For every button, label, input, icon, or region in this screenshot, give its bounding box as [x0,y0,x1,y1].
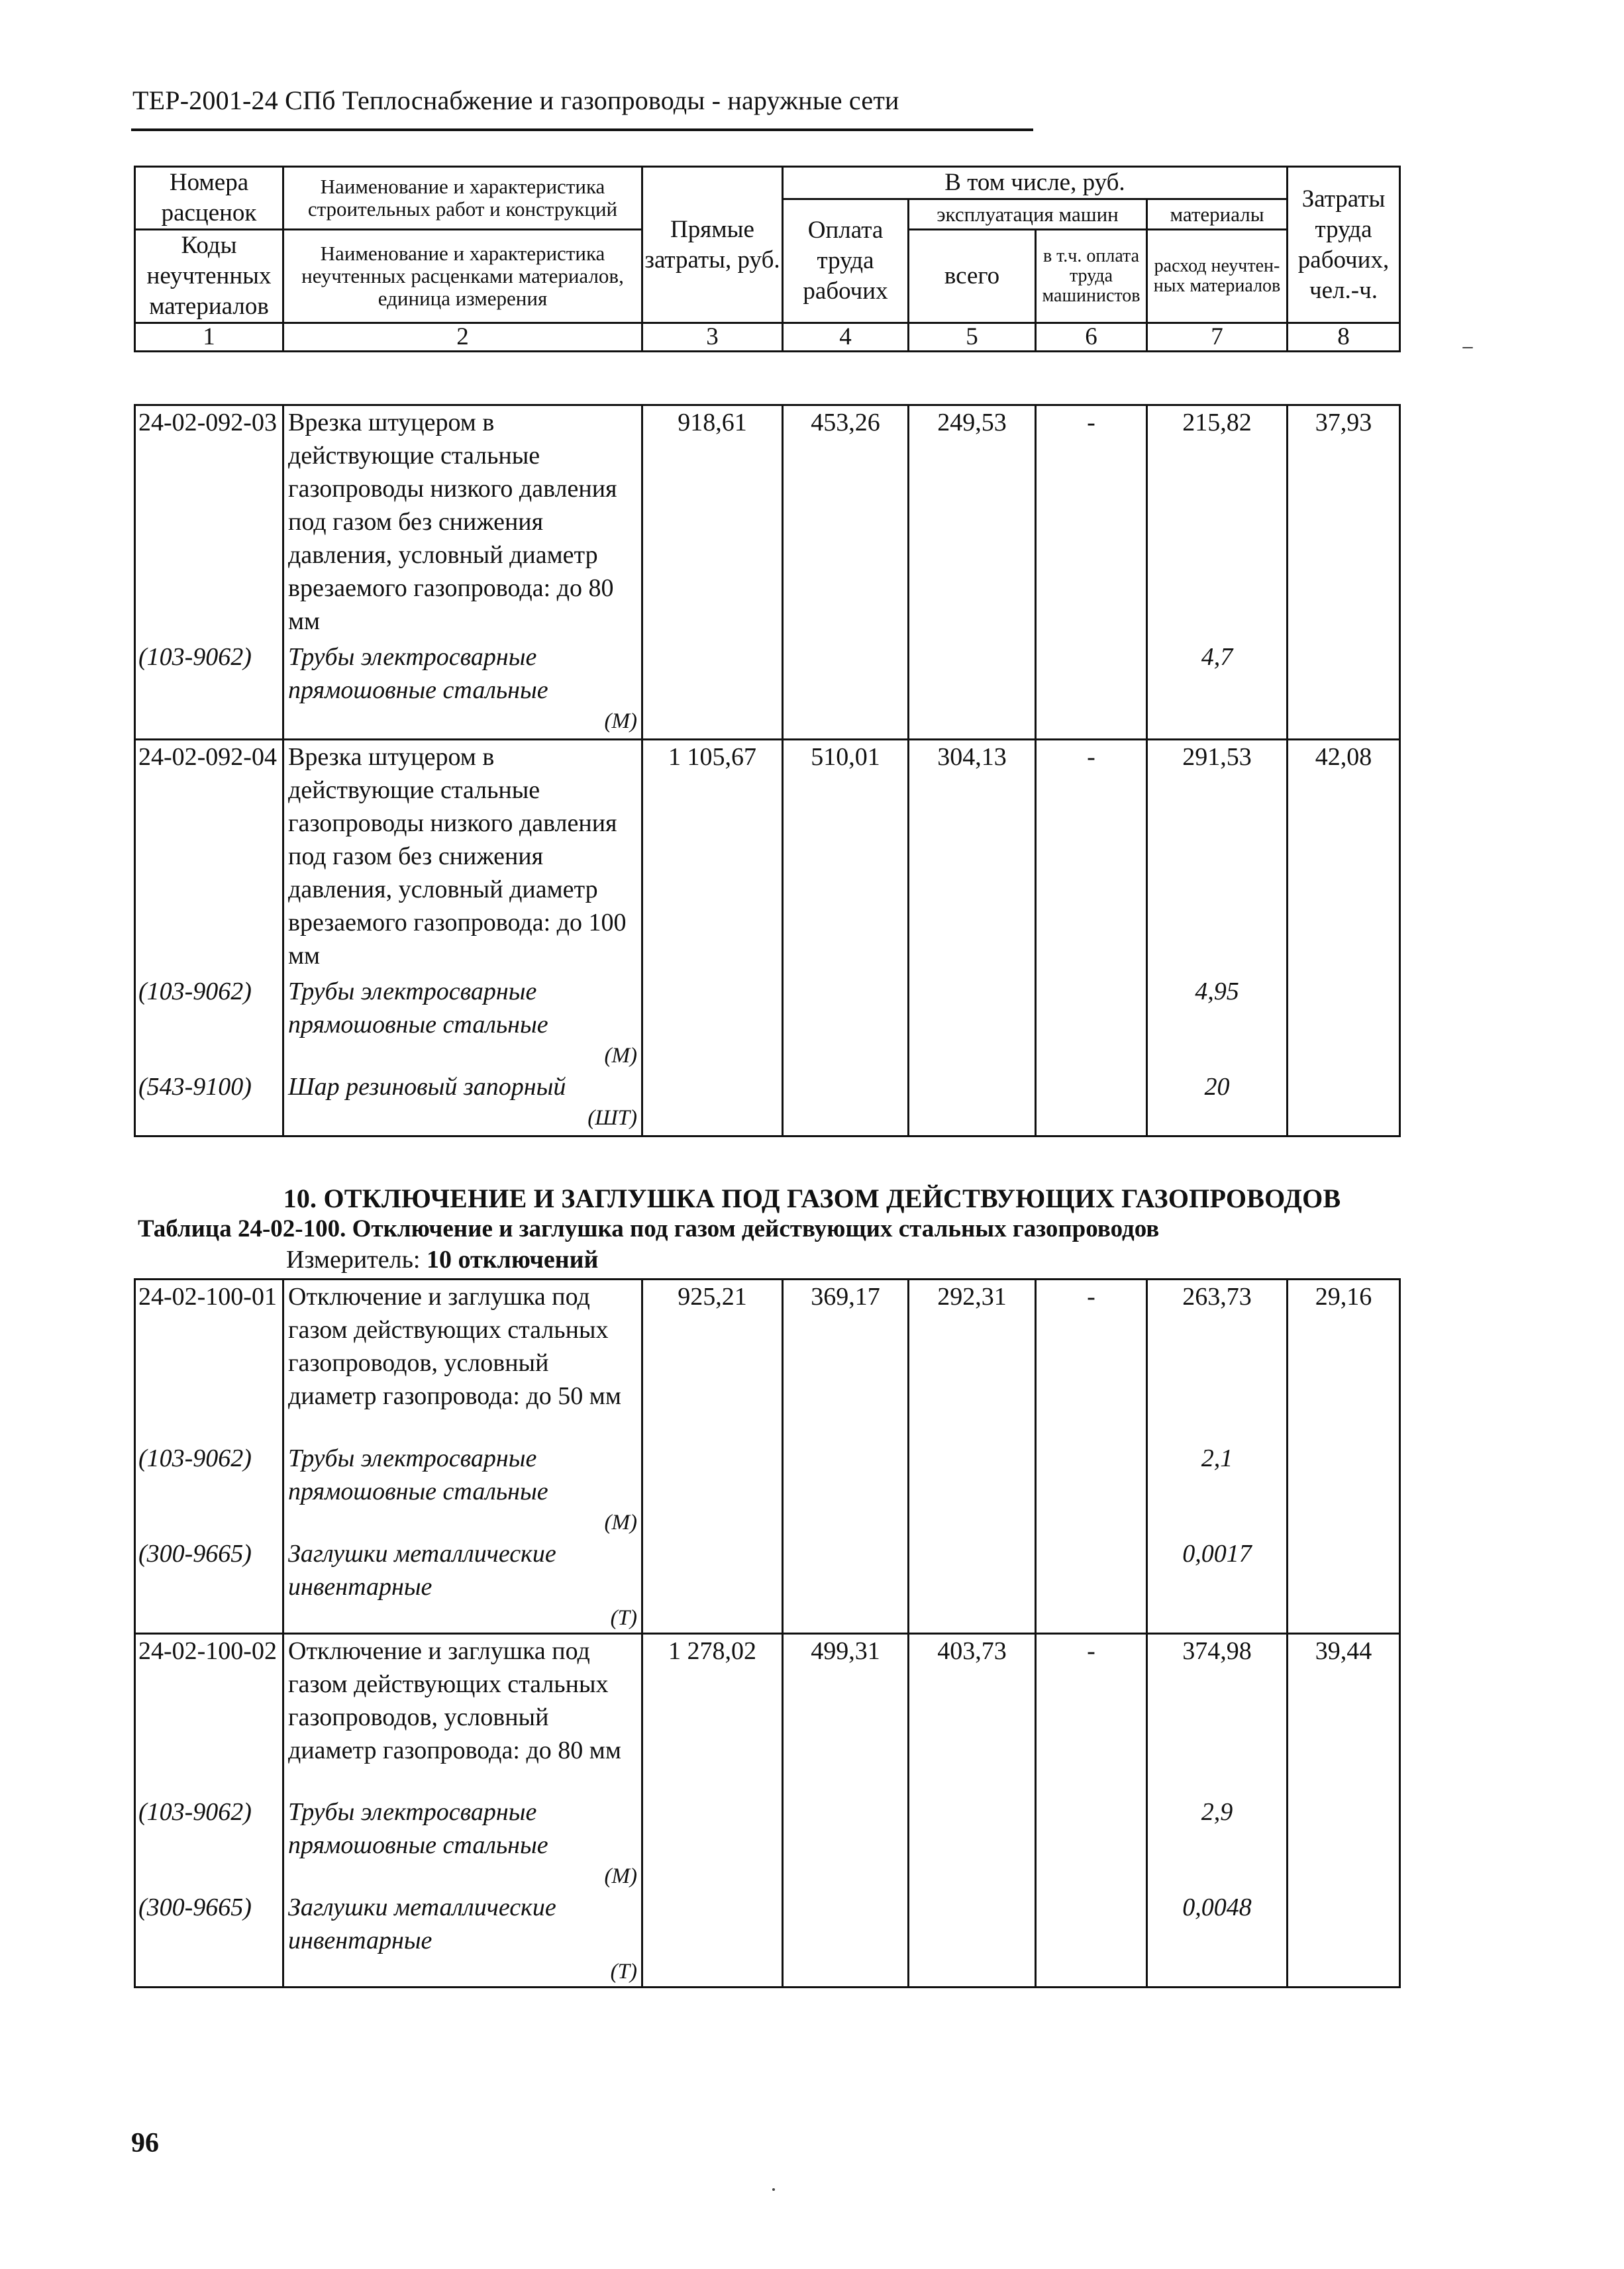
materials-cost: 291,53 [1147,740,1288,975]
material-name: Трубы электросварные прямошовные стальные [288,642,548,704]
material-qty: 4,95 [1147,975,1288,1070]
rate-code: 24-02-100-01 [135,1280,283,1442]
labor-hours: 37,93 [1288,405,1400,640]
direct-costs: 1 278,02 [642,1633,783,1795]
material-unit: (М) [604,709,637,733]
material-name: Шар резиновый запорный [288,1072,566,1101]
labor-pay: 510,01 [783,740,909,975]
labor-hours: 29,16 [1288,1280,1400,1442]
section-title: 10. ОТКЛЮЧЕНИЕ И ЗАГЛУШКА ПОД ГАЗОМ ДЕЙСТВУЮЩИХ ГАЗОПРОВОДОВ [283,1184,1341,1213]
machines-total: 249,53 [909,405,1036,640]
col-number-6: 6 [1036,323,1147,352]
rates-table-100 [134,1278,1401,1988]
labor-pay: 369,17 [783,1280,909,1442]
material-code: (300-9665) [135,1537,283,1634]
header-machines: эксплуатация машин [909,199,1147,230]
material-unit: (М) [604,1864,637,1888]
header-unaccounted-materials: расход неучтен-ных материалов [1147,230,1288,323]
rate-name: Врезка штуцером в действующие стальные газопроводы низкого давления под газом без снижения давления, условный диаметр врезаемого газопровода: до 100 мм [283,740,642,975]
scan-speck [772,2188,775,2191]
header-rate-numbers: Номера расценок [135,167,283,230]
material-name: Заглушки металлические инвентарные [288,1893,556,1954]
material-name: Трубы электросварные прямошовные стальные [288,977,548,1038]
header-direct-costs: Прямые затраты, руб. [642,167,783,323]
material-unit: (Т) [610,1605,637,1630]
material-code: (300-9665) [135,1891,283,1988]
material-unit: (М) [604,1510,637,1535]
col-number-2: 2 [283,323,642,352]
header-rule [131,128,1033,131]
header-material-names: Наименование и характеристика неучтенных расценками материалов, единица измерения [283,230,642,323]
material-row [135,1891,1400,1988]
material-row [135,1537,1400,1634]
machinist-pay: - [1036,1280,1147,1442]
rate-code: 24-02-092-03 [135,405,283,640]
rate-code: 24-02-092-04 [135,740,283,975]
material-qty: 2,9 [1147,1795,1288,1891]
machinist-pay: - [1036,405,1147,640]
material-unit: (Т) [610,1960,637,1984]
table-row [135,1633,1400,1795]
running-header: ТЕР-2001-24 СПб Теплоснабжение и газопроводы - наружные сети [132,85,899,115]
material-row [135,975,1400,1070]
labor-pay: 499,31 [783,1633,909,1795]
materials-cost: 374,98 [1147,1633,1288,1795]
material-code: (103-9062) [135,1442,283,1537]
material-qty: 4,7 [1147,640,1288,740]
table-row [135,740,1400,975]
direct-costs: 918,61 [642,405,783,640]
material-code: (103-9062) [135,640,283,740]
material-name: Трубы электросварные прямошовные стальные [288,1798,548,1859]
table-row [135,1280,1400,1442]
material-row [135,1070,1400,1136]
materials-cost: 263,73 [1147,1280,1288,1442]
header-machinist-pay: в т.ч. оплата труда машинистов [1036,230,1147,323]
machines-total: 292,31 [909,1280,1036,1442]
material-code: (543-9100) [135,1070,283,1136]
machines-total: 304,13 [909,740,1036,975]
col-number-7: 7 [1147,323,1288,352]
meter-label: Измеритель: [286,1246,421,1274]
material-row [135,1795,1400,1891]
material-unit: (ШТ) [587,1105,637,1130]
materials-cost: 215,82 [1147,405,1288,640]
column-header-table [134,166,1401,352]
direct-costs: 1 105,67 [642,740,783,975]
material-name: Заглушки металлические инвентарные [288,1539,556,1601]
labor-pay: 453,26 [783,405,909,640]
col-number-4: 4 [783,323,909,352]
material-unit: (М) [604,1043,637,1068]
col-number-5: 5 [909,323,1036,352]
meter-line [286,1245,598,1274]
header-labor-pay: Оплата труда рабочих [783,199,909,323]
table-row [135,405,1400,640]
material-name: Трубы электросварные прямошовные стальные [288,1444,548,1505]
material-row [135,1442,1400,1537]
header-material-codes: Коды неучтенных материалов [135,230,283,323]
scan-speck [1462,347,1473,348]
rate-name: Отключение и заглушка под газом действующих стальных газопроводов, условный диаметр газопровода: до 80 мм [283,1633,642,1795]
material-qty: 0,0048 [1147,1891,1288,1988]
table-title: Таблица 24-02-100. Отключение и заглушка под газом действующих стальных газопроводов [138,1215,1160,1242]
labor-hours: 39,44 [1288,1633,1400,1795]
rate-name: Отключение и заглушка под газом действующих стальных газопроводов, условный диаметр газопровода: до 50 мм [283,1280,642,1442]
material-row [135,640,1400,740]
material-code: (103-9062) [135,975,283,1070]
rates-table-092 [134,404,1401,1137]
material-code: (103-9062) [135,1795,283,1891]
header-group-including: В том числе, руб. [783,167,1288,199]
machinist-pay: - [1036,1633,1147,1795]
col-number-3: 3 [642,323,783,352]
header-materials: материалы [1147,199,1288,230]
meter-value: 10 отключений [427,1246,599,1274]
header-labor-hours: Затраты труда рабочих, чел.-ч. [1288,167,1400,323]
machines-total: 403,73 [909,1633,1036,1795]
col-number-1: 1 [135,323,283,352]
col-number-8: 8 [1288,323,1400,352]
rate-code: 24-02-100-02 [135,1633,283,1795]
page-number: 96 [131,2128,159,2158]
material-qty: 2,1 [1147,1442,1288,1537]
header-work-name: Наименование и характеристика строительных работ и конструкций [283,167,642,230]
labor-hours: 42,08 [1288,740,1400,975]
material-qty: 0,0017 [1147,1537,1288,1634]
header-machines-total: всего [909,230,1036,323]
direct-costs: 925,21 [642,1280,783,1442]
material-qty: 20 [1147,1070,1288,1136]
rate-name: Врезка штуцером в действующие стальные газопроводы низкого давления под газом без снижения давления, условный диаметр врезаемого газопровода: до 80 мм [283,405,642,640]
machinist-pay: - [1036,740,1147,975]
